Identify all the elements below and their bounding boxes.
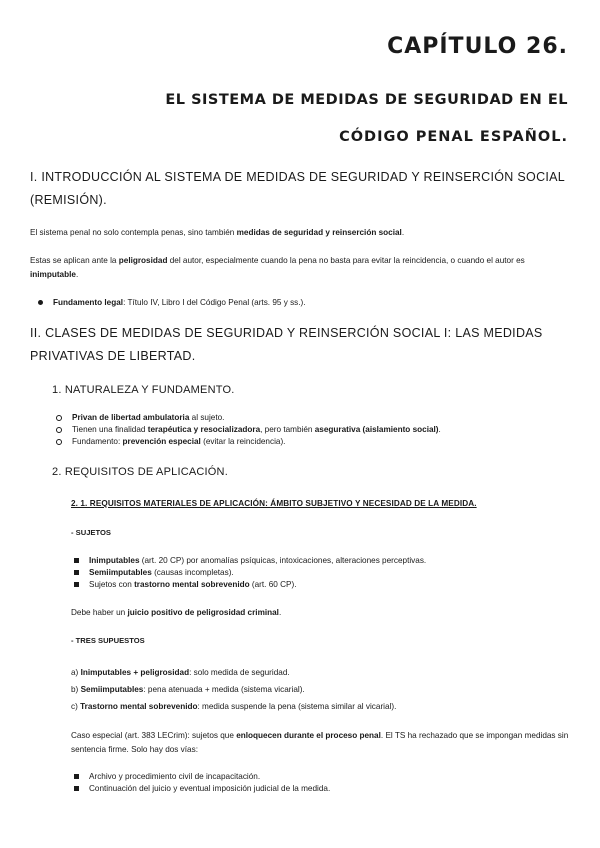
list-item: Sujetos con trastorno mental sobrevenido (art. 60 CP). (74, 579, 297, 591)
bullet-square-icon (74, 774, 79, 779)
juicio-paragraph: Debe haber un juicio positivo de peligrosidad criminal. (71, 608, 282, 617)
section1-paragraph1: El sistema penal no solo contempla penas, sino también medidas de seguridad y reinserción social. (30, 228, 405, 237)
list-item: Archivo y procedimiento civil de incapacitación. (74, 771, 260, 783)
bullet-square-icon (74, 558, 79, 563)
supuesto-item: a) Inimputables + peligrosidad: solo medida de seguridad. (71, 668, 290, 677)
section1-paragraph2: Estas se aplican ante la peligrosidad del autor, especialmente cuando la pena no basta para evitar la reincidencia, o cuando el autor es inimputable. (30, 256, 525, 279)
caso-especial-paragraph: Caso especial (art. 383 LECrim): sujetos que enloquecen durante el proceso penal. El TS ha rechazado que se impongan medidas sin sentencia firme. Solo hay dos vías: (71, 731, 569, 754)
bullet-dot-icon (38, 300, 43, 305)
subsection1-heading: 1. NATURALEZA Y FUNDAMENTO. (52, 384, 235, 396)
section1-heading: I. INTRODUCCIÓN AL SISTEMA DE MEDIDAS DE SEGURIDAD Y REINSERCIÓN SOCIAL (REMISIÓN). (30, 170, 565, 207)
section2-heading: II. CLASES DE MEDIDAS DE SEGURIDAD Y REINSERCIÓN SOCIAL I: LAS MEDIDAS PRIVATIVAS DE LIBERTAD. (30, 326, 543, 363)
bullet-circle-icon (56, 415, 62, 421)
supuestos-label: - TRES SUPUESTOS (71, 636, 145, 645)
sujetos-label: - SUJETOS (71, 528, 111, 537)
list-item: Semiimputables (causas incompletas). (74, 567, 234, 579)
subsection21-heading: 2. 1. REQUISITOS MATERIALES DE APLICACIÓN: ÁMBITO SUBJETIVO Y NECESIDAD DE LA MEDIDA. (71, 499, 477, 508)
bullet-circle-icon (56, 439, 62, 445)
list-item: Continuación del juicio y eventual imposición judicial de la medida. (74, 783, 330, 795)
chapter-subtitle-line2: CÓDIGO PENAL ESPAÑOL. (339, 129, 568, 145)
bullet-square-icon (74, 786, 79, 791)
supuesto-item: b) Semiimputables: pena atenuada + medida (sistema vicarial). (71, 685, 305, 694)
list-item: Tienen una finalidad terapéutica y resocializadora, pero también asegurativa (aislamiento social). (56, 424, 441, 436)
supuesto-item: c) Trastorno mental sobrevenido: medida suspende la pena (sistema similar al vicarial). (71, 702, 397, 711)
chapter-subtitle-line1: EL SISTEMA DE MEDIDAS DE SEGURIDAD EN EL (165, 92, 568, 108)
bullet-square-icon (74, 570, 79, 575)
list-item: Privan de libertad ambulatoria al sujeto. (56, 412, 224, 424)
chapter-title: CAPÍTULO 26. (387, 34, 568, 59)
section1-bullet-fundamento: Fundamento legal: Título IV, Libro I del Código Penal (arts. 95 y ss.). (38, 297, 306, 309)
list-item: Inimputables (art. 20 CP) por anomalías psíquicas, intoxicaciones, alteraciones perceptivas. (74, 555, 426, 567)
list-item: Fundamento: prevención especial (evitar la reincidencia). (56, 436, 285, 448)
bullet-circle-icon (56, 427, 62, 433)
subsection2-heading: 2. REQUISITOS DE APLICACIÓN. (52, 466, 228, 478)
bullet-square-icon (74, 582, 79, 587)
